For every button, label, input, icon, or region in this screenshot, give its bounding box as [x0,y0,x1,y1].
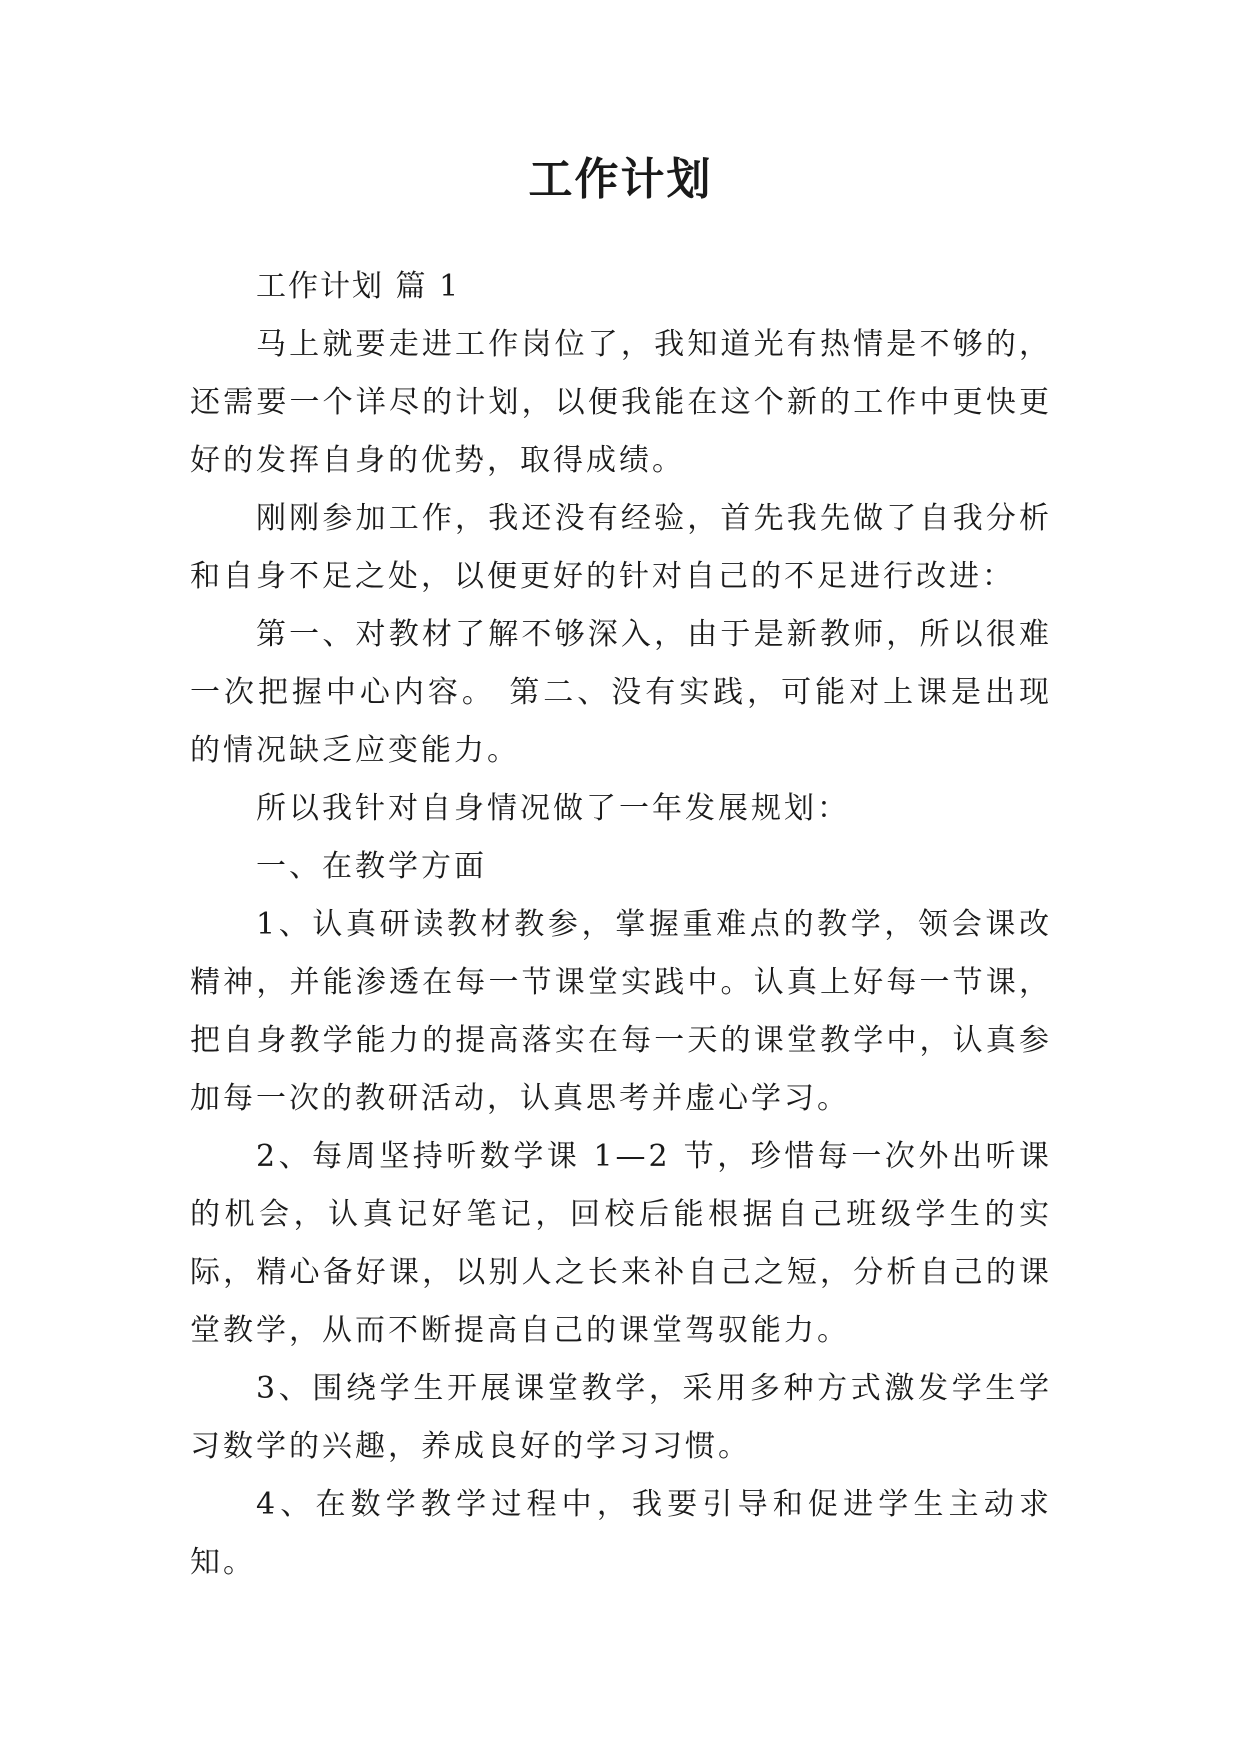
section-heading: 工作计划 篇 1 [256,269,461,304]
paragraph-shortcomings: 第一、对教材了解不够深入，由于是新教师，所以很难一次把握中心内容。 第二、没有实践，可能对上课是出现的情况缺乏应变能力。 [190,617,1052,768]
paragraph-item-3: 3、围绕学生开展课堂教学，采用多种方式激发学生学习数学的兴趣，养成良好的学习习惯。 [190,1371,1052,1464]
paragraph-self-analysis: 刚刚参加工作，我还没有经验，首先我先做了自我分析和自身不足之处，以便更好的针对自己的不足进行改进： [190,501,1052,594]
document-title: 工作计划 [528,154,713,205]
paragraph-intro: 马上就要走进工作岗位了，我知道光有热情是不够的，还需要一个详尽的计划，以便我能在这个新的工作中更快更好的发挥自身的优势，取得成绩。 [190,327,1052,478]
paragraph-plan-intro: 所以我针对自身情况做了一年发展规划： [256,791,850,826]
document-body [190,258,1052,1592]
paragraph-teaching-heading: 一、在教学方面 [256,849,487,884]
paragraph-item-1: 1、认真研读教材教参，掌握重难点的教学，领会课改精神，并能渗透在每一节课堂实践中。认真上好每一节课，把自身教学能力的提高落实在每一天的课堂教学中，认真参加每一次的教研活动，认真思考并虚心学习。 [190,907,1052,1116]
paragraph-item-4: 4、在数学教学过程中，我要引导和促进学生主动求知。 [190,1487,1052,1580]
paragraph-item-2: 2、每周坚持听数学课 1—2 节，珍惜每一次外出听课的机会，认真记好笔记，回校后能根据自己班级学生的实际，精心备好课，以别人之长来补自己之短，分析自己的课堂教学，从而不断提高自己的课堂驾驭能力。 [190,1139,1052,1348]
